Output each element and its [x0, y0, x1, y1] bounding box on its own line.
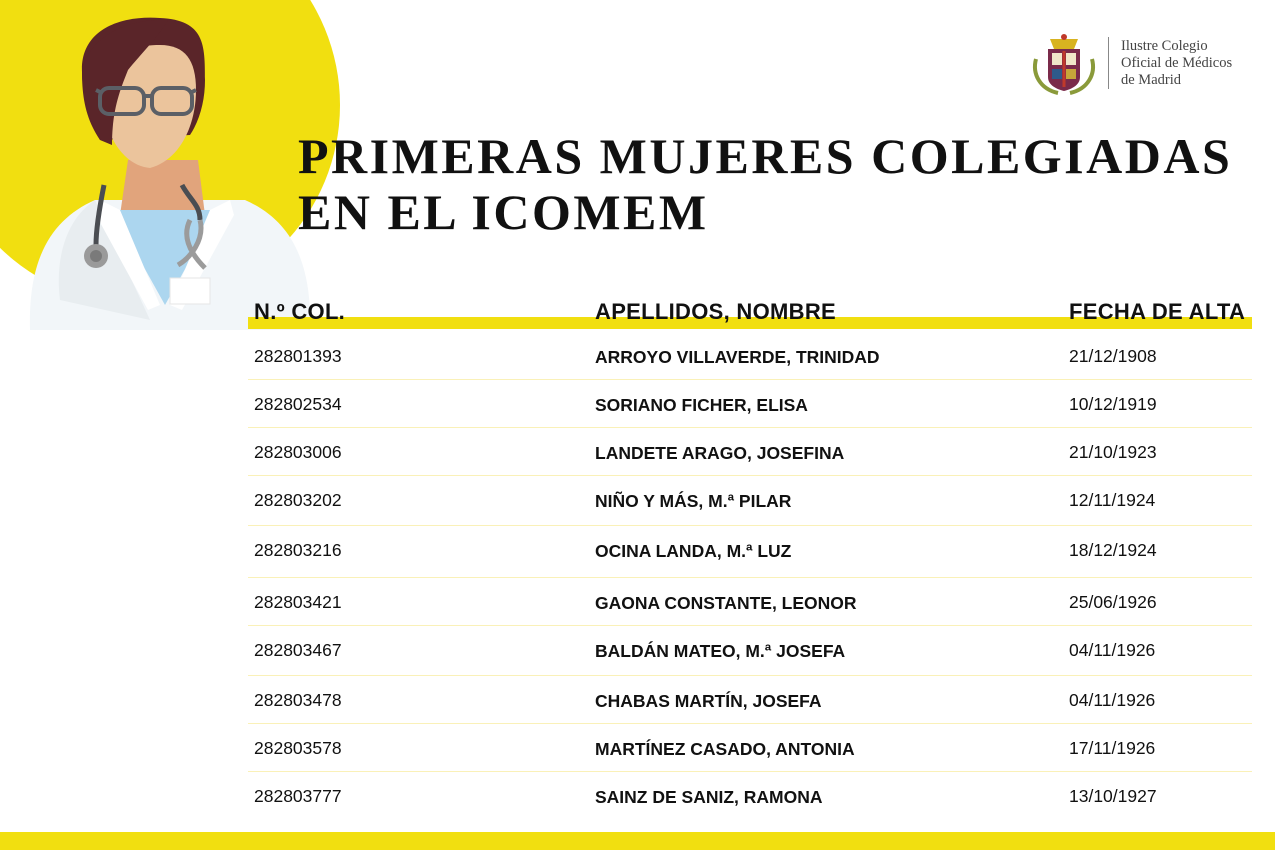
cell-name: CHABAS MARTÍN, JOSEFA	[595, 691, 822, 711]
cell-date: 04/11/1926	[1069, 690, 1156, 710]
cell-num: 282803421	[254, 592, 342, 612]
coat-of-arms-icon	[1028, 29, 1100, 97]
table-row	[248, 724, 1252, 772]
cell-date: 04/11/1926	[1069, 640, 1156, 660]
bottom-accent-bar	[0, 832, 1275, 850]
logo-line-2: Oficial de Médicos	[1121, 54, 1233, 71]
cell-num: 282803006	[254, 442, 342, 462]
doctor-illustration	[0, 0, 340, 330]
cell-name: ARROYO VILLAVERDE, TRINIDAD	[595, 347, 880, 367]
table-header	[248, 296, 1252, 332]
logo-divider	[1108, 37, 1109, 89]
table-row	[248, 676, 1252, 724]
cell-num: 282803578	[254, 738, 342, 758]
cell-date: 21/12/1908	[1069, 346, 1157, 366]
cell-date: 12/11/1924	[1069, 490, 1156, 510]
header-name: APELLIDOS, NOMBRE	[595, 299, 836, 324]
cell-name: LANDETE ARAGO, JOSEFINA	[595, 443, 845, 463]
cell-num: 282803467	[254, 640, 342, 660]
table-row	[248, 476, 1252, 526]
cell-name: SORIANO FICHER, ELISA	[595, 395, 808, 415]
cell-num: 282803478	[254, 690, 342, 710]
table-row	[248, 626, 1252, 676]
header-date: FECHA DE ALTA	[1069, 299, 1246, 324]
logo-text	[1121, 38, 1232, 89]
title-line-2: EN EL ICOMEM	[298, 184, 709, 240]
cell-num: 282802534	[254, 394, 342, 414]
header-num-col: N.º COL.	[254, 299, 346, 324]
table-row	[248, 332, 1252, 380]
table-row	[248, 578, 1252, 626]
table-row	[248, 380, 1252, 428]
icomem-logo	[1028, 28, 1232, 98]
cell-num: 282803777	[254, 786, 342, 806]
cell-num: 282803216	[254, 540, 342, 560]
cell-name: OCINA LANDA, M.ª LUZ	[595, 541, 792, 561]
cell-date: 10/12/1919	[1069, 394, 1157, 414]
cell-date: 25/06/1926	[1069, 592, 1157, 612]
members-table	[248, 296, 1252, 820]
cell-name: BALDÁN MATEO, M.ª JOSEFA	[595, 641, 846, 661]
cell-date: 18/12/1924	[1069, 540, 1157, 560]
cell-num: 282801393	[254, 346, 342, 366]
logo-line-3: de Madrid	[1121, 71, 1181, 88]
cell-date: 13/10/1927	[1069, 786, 1157, 806]
table-row	[248, 428, 1252, 476]
table-row	[248, 526, 1252, 578]
cell-name: SAINZ DE SANIZ, RAMONA	[595, 787, 823, 807]
cell-name: NIÑO Y MÁS, M.ª PILAR	[595, 491, 792, 511]
table-row	[248, 772, 1252, 820]
cell-date: 21/10/1923	[1069, 442, 1157, 462]
logo-line-1: Ilustre Colegio	[1121, 37, 1208, 54]
title-line-1: PRIMERAS MUJERES COLEGIADAS	[298, 128, 1233, 184]
cell-num: 282803202	[254, 490, 342, 510]
page-title	[298, 128, 1232, 240]
cell-name: MARTÍNEZ CASADO, ANTONIA	[595, 739, 855, 759]
cell-date: 17/11/1926	[1069, 738, 1156, 758]
cell-name: GAONA CONSTANTE, LEONOR	[595, 593, 857, 613]
